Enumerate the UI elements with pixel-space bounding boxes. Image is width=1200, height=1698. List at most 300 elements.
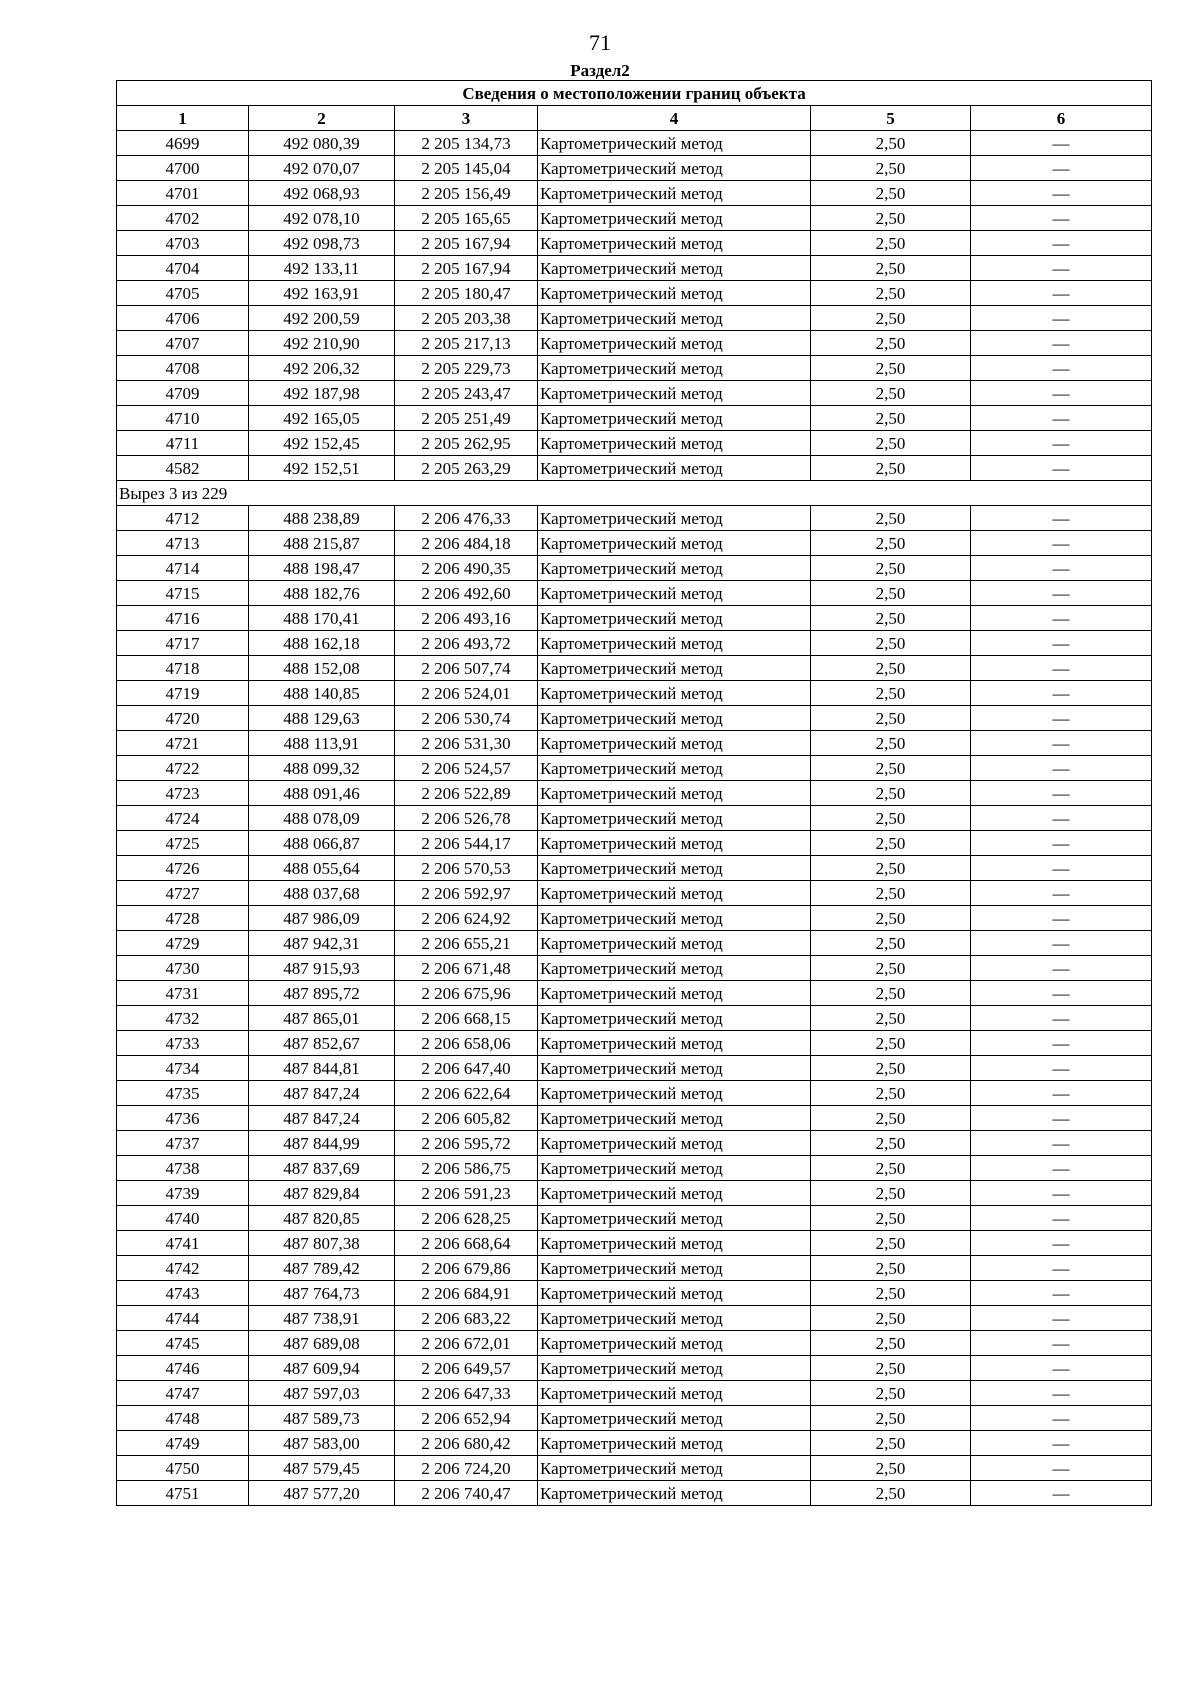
x-coordinate-cell: 488 066,87	[249, 831, 395, 856]
table-row	[117, 656, 1152, 681]
x-coordinate-cell: 492 078,10	[249, 206, 395, 231]
point-number-cell: 4722	[117, 756, 249, 781]
x-coordinate-cell: 488 113,91	[249, 731, 395, 756]
table-row	[117, 1056, 1152, 1081]
x-coordinate-cell: 488 037,68	[249, 881, 395, 906]
y-coordinate-cell: 2 205 229,73	[395, 356, 538, 381]
y-coordinate-cell: 2 206 493,72	[395, 631, 538, 656]
method-cell: Картометрический метод	[538, 531, 811, 556]
table-row	[117, 706, 1152, 731]
x-coordinate-cell: 487 583,00	[249, 1431, 395, 1456]
point-number-cell: 4734	[117, 1056, 249, 1081]
accuracy-cell: 2,50	[811, 656, 971, 681]
point-number-cell: 4749	[117, 1431, 249, 1456]
method-cell: Картометрический метод	[538, 406, 811, 431]
point-number-cell: 4736	[117, 1106, 249, 1131]
method-cell: Картометрический метод	[538, 1306, 811, 1331]
accuracy-cell: 2,50	[811, 831, 971, 856]
description-cell: —	[971, 381, 1152, 406]
boundary-coordinates-table	[116, 80, 1152, 1506]
table-row	[117, 981, 1152, 1006]
description-cell: —	[971, 631, 1152, 656]
accuracy-cell: 2,50	[811, 1456, 971, 1481]
y-coordinate-cell: 2 206 524,57	[395, 756, 538, 781]
x-coordinate-cell: 487 820,85	[249, 1206, 395, 1231]
accuracy-cell: 2,50	[811, 1306, 971, 1331]
description-cell: —	[971, 1206, 1152, 1231]
method-cell: Картометрический метод	[538, 431, 811, 456]
point-number-cell: 4725	[117, 831, 249, 856]
point-number-cell: 4704	[117, 256, 249, 281]
method-cell: Картометрический метод	[538, 881, 811, 906]
table-row	[117, 1106, 1152, 1131]
subsection-row	[117, 481, 1152, 506]
x-coordinate-cell: 488 091,46	[249, 781, 395, 806]
description-cell: —	[971, 931, 1152, 956]
method-cell: Картометрический метод	[538, 1281, 811, 1306]
x-coordinate-cell: 488 078,09	[249, 806, 395, 831]
description-cell: —	[971, 156, 1152, 181]
table-row	[117, 181, 1152, 206]
description-cell: —	[971, 756, 1152, 781]
description-cell: —	[971, 1356, 1152, 1381]
accuracy-cell: 2,50	[811, 781, 971, 806]
x-coordinate-cell: 487 865,01	[249, 1006, 395, 1031]
table-row	[117, 356, 1152, 381]
point-number-cell: 4732	[117, 1006, 249, 1031]
accuracy-cell: 2,50	[811, 1006, 971, 1031]
x-coordinate-cell: 487 852,67	[249, 1031, 395, 1056]
column-header: 5	[811, 106, 971, 131]
accuracy-cell: 2,50	[811, 381, 971, 406]
accuracy-cell: 2,50	[811, 931, 971, 956]
x-coordinate-cell: 487 738,91	[249, 1306, 395, 1331]
table-row	[117, 856, 1152, 881]
y-coordinate-cell: 2 206 624,92	[395, 906, 538, 931]
method-cell: Картометрический метод	[538, 356, 811, 381]
accuracy-cell: 2,50	[811, 231, 971, 256]
point-number-cell: 4712	[117, 506, 249, 531]
description-cell: —	[971, 806, 1152, 831]
y-coordinate-cell: 2 206 649,57	[395, 1356, 538, 1381]
accuracy-cell: 2,50	[811, 1256, 971, 1281]
x-coordinate-cell: 487 942,31	[249, 931, 395, 956]
table-row	[117, 1131, 1152, 1156]
accuracy-cell: 2,50	[811, 181, 971, 206]
description-cell: —	[971, 1006, 1152, 1031]
method-cell: Картометрический метод	[538, 556, 811, 581]
accuracy-cell: 2,50	[811, 956, 971, 981]
accuracy-cell: 2,50	[811, 156, 971, 181]
table-row	[117, 1231, 1152, 1256]
accuracy-cell: 2,50	[811, 331, 971, 356]
description-cell: —	[971, 731, 1152, 756]
table-row	[117, 631, 1152, 656]
page-number: 71	[589, 30, 611, 55]
subsection-group	[117, 481, 1152, 506]
method-cell: Картометрический метод	[538, 656, 811, 681]
table-row	[117, 206, 1152, 231]
x-coordinate-cell: 492 080,39	[249, 131, 395, 156]
accuracy-cell: 2,50	[811, 981, 971, 1006]
method-cell: Картометрический метод	[538, 606, 811, 631]
y-coordinate-cell: 2 206 680,42	[395, 1431, 538, 1456]
rows-group-b	[117, 506, 1152, 1506]
method-cell: Картометрический метод	[538, 931, 811, 956]
method-cell: Картометрический метод	[538, 831, 811, 856]
table-row	[117, 1456, 1152, 1481]
x-coordinate-cell: 487 829,84	[249, 1181, 395, 1206]
x-coordinate-cell: 487 579,45	[249, 1456, 395, 1481]
accuracy-cell: 2,50	[811, 1356, 971, 1381]
point-number-cell: 4709	[117, 381, 249, 406]
table-row	[117, 1181, 1152, 1206]
description-cell: —	[971, 181, 1152, 206]
y-coordinate-cell: 2 206 740,47	[395, 1481, 538, 1506]
point-number-cell: 4731	[117, 981, 249, 1006]
x-coordinate-cell: 488 162,18	[249, 631, 395, 656]
table-row	[117, 1081, 1152, 1106]
table-row	[117, 506, 1152, 531]
x-coordinate-cell: 492 187,98	[249, 381, 395, 406]
accuracy-cell: 2,50	[811, 256, 971, 281]
description-cell: —	[971, 256, 1152, 281]
y-coordinate-cell: 2 205 180,47	[395, 281, 538, 306]
y-coordinate-cell: 2 205 167,94	[395, 231, 538, 256]
method-cell: Картометрический метод	[538, 1231, 811, 1256]
point-number-cell: 4728	[117, 906, 249, 931]
x-coordinate-cell: 487 577,20	[249, 1481, 395, 1506]
accuracy-cell: 2,50	[811, 631, 971, 656]
description-cell: —	[971, 281, 1152, 306]
description-cell: —	[971, 581, 1152, 606]
table-row	[117, 881, 1152, 906]
x-coordinate-cell: 492 133,11	[249, 256, 395, 281]
x-coordinate-cell: 492 200,59	[249, 306, 395, 331]
point-number-cell: 4745	[117, 1331, 249, 1356]
accuracy-cell: 2,50	[811, 1231, 971, 1256]
point-number-cell: 4702	[117, 206, 249, 231]
y-coordinate-cell: 2 205 263,29	[395, 456, 538, 481]
y-coordinate-cell: 2 205 243,47	[395, 381, 538, 406]
table-row	[117, 131, 1152, 156]
y-coordinate-cell: 2 205 203,38	[395, 306, 538, 331]
method-cell: Картометрический метод	[538, 1031, 811, 1056]
description-cell: —	[971, 456, 1152, 481]
table-row	[117, 1356, 1152, 1381]
description-cell: —	[971, 1306, 1152, 1331]
point-number-cell: 4738	[117, 1156, 249, 1181]
method-cell: Картометрический метод	[538, 1106, 811, 1131]
x-coordinate-cell: 488 099,32	[249, 756, 395, 781]
y-coordinate-cell: 2 205 262,95	[395, 431, 538, 456]
accuracy-cell: 2,50	[811, 206, 971, 231]
y-coordinate-cell: 2 206 586,75	[395, 1156, 538, 1181]
table-row	[117, 606, 1152, 631]
table-row	[117, 231, 1152, 256]
accuracy-cell: 2,50	[811, 1206, 971, 1231]
accuracy-cell: 2,50	[811, 531, 971, 556]
y-coordinate-cell: 2 206 526,78	[395, 806, 538, 831]
x-coordinate-cell: 487 689,08	[249, 1331, 395, 1356]
accuracy-cell: 2,50	[811, 456, 971, 481]
x-coordinate-cell: 492 165,05	[249, 406, 395, 431]
point-number-cell: 4744	[117, 1306, 249, 1331]
description-cell: —	[971, 556, 1152, 581]
description-cell: —	[971, 1331, 1152, 1356]
point-number-cell: 4706	[117, 306, 249, 331]
point-number-cell: 4582	[117, 456, 249, 481]
description-cell: —	[971, 656, 1152, 681]
description-cell: —	[971, 1231, 1152, 1256]
description-cell: —	[971, 606, 1152, 631]
accuracy-cell: 2,50	[811, 1381, 971, 1406]
accuracy-cell: 2,50	[811, 356, 971, 381]
accuracy-cell: 2,50	[811, 756, 971, 781]
y-coordinate-cell: 2 206 675,96	[395, 981, 538, 1006]
y-coordinate-cell: 2 206 476,33	[395, 506, 538, 531]
description-cell: —	[971, 1106, 1152, 1131]
table-row	[117, 731, 1152, 756]
x-coordinate-cell: 487 895,72	[249, 981, 395, 1006]
rows-group-a	[117, 131, 1152, 481]
description-cell: —	[971, 1431, 1152, 1456]
y-coordinate-cell: 2 206 493,16	[395, 606, 538, 631]
y-coordinate-cell: 2 206 524,01	[395, 681, 538, 706]
description-cell: —	[971, 981, 1152, 1006]
x-coordinate-cell: 488 129,63	[249, 706, 395, 731]
x-coordinate-cell: 487 837,69	[249, 1156, 395, 1181]
method-cell: Картометрический метод	[538, 1481, 811, 1506]
point-number-cell: 4724	[117, 806, 249, 831]
method-cell: Картометрический метод	[538, 156, 811, 181]
method-cell: Картометрический метод	[538, 1181, 811, 1206]
y-coordinate-cell: 2 206 591,23	[395, 1181, 538, 1206]
method-cell: Картометрический метод	[538, 1406, 811, 1431]
table-row	[117, 1481, 1152, 1506]
description-cell: —	[971, 356, 1152, 381]
table-row	[117, 456, 1152, 481]
x-coordinate-cell: 487 847,24	[249, 1081, 395, 1106]
method-cell: Картометрический метод	[538, 231, 811, 256]
accuracy-cell: 2,50	[811, 556, 971, 581]
point-number-cell: 4739	[117, 1181, 249, 1206]
point-number-cell: 4729	[117, 931, 249, 956]
description-cell: —	[971, 906, 1152, 931]
description-cell: —	[971, 1481, 1152, 1506]
table-row	[117, 581, 1152, 606]
method-cell: Картометрический метод	[538, 981, 811, 1006]
point-number-cell: 4740	[117, 1206, 249, 1231]
method-cell: Картометрический метод	[538, 1381, 811, 1406]
y-coordinate-cell: 2 206 628,25	[395, 1206, 538, 1231]
point-number-cell: 4748	[117, 1406, 249, 1431]
y-coordinate-cell: 2 205 134,73	[395, 131, 538, 156]
table-row	[117, 1306, 1152, 1331]
table-row	[117, 906, 1152, 931]
table-row	[117, 1256, 1152, 1281]
y-coordinate-cell: 2 206 622,64	[395, 1081, 538, 1106]
y-coordinate-cell: 2 206 544,17	[395, 831, 538, 856]
point-number-cell: 4716	[117, 606, 249, 631]
point-number-cell: 4721	[117, 731, 249, 756]
accuracy-cell: 2,50	[811, 1181, 971, 1206]
method-cell: Картометрический метод	[538, 1356, 811, 1381]
description-cell: —	[971, 1456, 1152, 1481]
description-cell: —	[971, 331, 1152, 356]
point-number-cell: 4701	[117, 181, 249, 206]
method-cell: Картометрический метод	[538, 906, 811, 931]
x-coordinate-cell: 487 844,81	[249, 1056, 395, 1081]
accuracy-cell: 2,50	[811, 131, 971, 156]
column-header-row	[117, 106, 1152, 131]
accuracy-cell: 2,50	[811, 306, 971, 331]
table-row	[117, 1281, 1152, 1306]
y-coordinate-cell: 2 206 492,60	[395, 581, 538, 606]
accuracy-cell: 2,50	[811, 606, 971, 631]
table-row	[117, 556, 1152, 581]
point-number-cell: 4737	[117, 1131, 249, 1156]
table-row	[117, 1206, 1152, 1231]
x-coordinate-cell: 488 152,08	[249, 656, 395, 681]
method-cell: Картометрический метод	[538, 206, 811, 231]
method-cell: Картометрический метод	[538, 331, 811, 356]
accuracy-cell: 2,50	[811, 431, 971, 456]
y-coordinate-cell: 2 206 668,64	[395, 1231, 538, 1256]
column-header: 4	[538, 106, 811, 131]
method-cell: Картометрический метод	[538, 381, 811, 406]
method-cell: Картометрический метод	[538, 281, 811, 306]
description-cell: —	[971, 681, 1152, 706]
point-number-cell: 4743	[117, 1281, 249, 1306]
table-row	[117, 256, 1152, 281]
table-row	[117, 1156, 1152, 1181]
description-cell: —	[971, 1281, 1152, 1306]
method-cell: Картометрический метод	[538, 1006, 811, 1031]
table-row	[117, 1031, 1152, 1056]
point-number-cell: 4699	[117, 131, 249, 156]
method-cell: Картометрический метод	[538, 781, 811, 806]
point-number-cell: 4705	[117, 281, 249, 306]
table-row	[117, 1381, 1152, 1406]
accuracy-cell: 2,50	[811, 731, 971, 756]
method-cell: Картометрический метод	[538, 306, 811, 331]
description-cell: —	[971, 531, 1152, 556]
accuracy-cell: 2,50	[811, 681, 971, 706]
accuracy-cell: 2,50	[811, 581, 971, 606]
description-cell: —	[971, 956, 1152, 981]
accuracy-cell: 2,50	[811, 1131, 971, 1156]
point-number-cell: 4741	[117, 1231, 249, 1256]
x-coordinate-cell: 492 163,91	[249, 281, 395, 306]
method-cell: Картометрический метод	[538, 631, 811, 656]
column-header: 3	[395, 106, 538, 131]
point-number-cell: 4714	[117, 556, 249, 581]
description-cell: —	[971, 1056, 1152, 1081]
x-coordinate-cell: 492 152,51	[249, 456, 395, 481]
table-row	[117, 756, 1152, 781]
table-row	[117, 406, 1152, 431]
y-coordinate-cell: 2 206 652,94	[395, 1406, 538, 1431]
table-row	[117, 306, 1152, 331]
x-coordinate-cell: 488 198,47	[249, 556, 395, 581]
point-number-cell: 4746	[117, 1356, 249, 1381]
x-coordinate-cell: 487 915,93	[249, 956, 395, 981]
method-cell: Картометрический метод	[538, 1331, 811, 1356]
x-coordinate-cell: 492 098,73	[249, 231, 395, 256]
description-cell: —	[971, 856, 1152, 881]
x-coordinate-cell: 487 597,03	[249, 1381, 395, 1406]
method-cell: Картометрический метод	[538, 856, 811, 881]
y-coordinate-cell: 2 206 522,89	[395, 781, 538, 806]
table-row	[117, 1431, 1152, 1456]
accuracy-cell: 2,50	[811, 1156, 971, 1181]
x-coordinate-cell: 488 055,64	[249, 856, 395, 881]
method-cell: Картометрический метод	[538, 1156, 811, 1181]
accuracy-cell: 2,50	[811, 856, 971, 881]
point-number-cell: 4733	[117, 1031, 249, 1056]
description-cell: —	[971, 881, 1152, 906]
point-number-cell: 4700	[117, 156, 249, 181]
point-number-cell: 4720	[117, 706, 249, 731]
method-cell: Картометрический метод	[538, 1206, 811, 1231]
y-coordinate-cell: 2 206 490,35	[395, 556, 538, 581]
x-coordinate-cell: 492 210,90	[249, 331, 395, 356]
point-number-cell: 4719	[117, 681, 249, 706]
y-coordinate-cell: 2 206 570,53	[395, 856, 538, 881]
table-row	[117, 381, 1152, 406]
method-cell: Картометрический метод	[538, 806, 811, 831]
y-coordinate-cell: 2 205 251,49	[395, 406, 538, 431]
point-number-cell: 4735	[117, 1081, 249, 1106]
description-cell: —	[971, 706, 1152, 731]
accuracy-cell: 2,50	[811, 1481, 971, 1506]
table-row	[117, 806, 1152, 831]
method-cell: Картометрический метод	[538, 1456, 811, 1481]
description-cell: —	[971, 431, 1152, 456]
method-cell: Картометрический метод	[538, 131, 811, 156]
y-coordinate-cell: 2 206 647,40	[395, 1056, 538, 1081]
accuracy-cell: 2,50	[811, 1056, 971, 1081]
x-coordinate-cell: 487 847,24	[249, 1106, 395, 1131]
method-cell: Картометрический метод	[538, 956, 811, 981]
y-coordinate-cell: 2 206 658,06	[395, 1031, 538, 1056]
method-cell: Картометрический метод	[538, 706, 811, 731]
x-coordinate-cell: 488 140,85	[249, 681, 395, 706]
table-row	[117, 281, 1152, 306]
point-number-cell: 4710	[117, 406, 249, 431]
y-coordinate-cell: 2 206 595,72	[395, 1131, 538, 1156]
accuracy-cell: 2,50	[811, 881, 971, 906]
x-coordinate-cell: 488 215,87	[249, 531, 395, 556]
accuracy-cell: 2,50	[811, 281, 971, 306]
description-cell: —	[971, 1181, 1152, 1206]
column-header: 2	[249, 106, 395, 131]
y-coordinate-cell: 2 206 671,48	[395, 956, 538, 981]
method-cell: Картометрический метод	[538, 1256, 811, 1281]
point-number-cell: 4703	[117, 231, 249, 256]
method-cell: Картометрический метод	[538, 456, 811, 481]
point-number-cell: 4708	[117, 356, 249, 381]
x-coordinate-cell: 492 152,45	[249, 431, 395, 456]
y-coordinate-cell: 2 205 167,94	[395, 256, 538, 281]
accuracy-cell: 2,50	[811, 906, 971, 931]
description-cell: —	[971, 131, 1152, 156]
point-number-cell: 4711	[117, 431, 249, 456]
accuracy-cell: 2,50	[811, 806, 971, 831]
y-coordinate-cell: 2 205 165,65	[395, 206, 538, 231]
description-cell: —	[971, 1081, 1152, 1106]
